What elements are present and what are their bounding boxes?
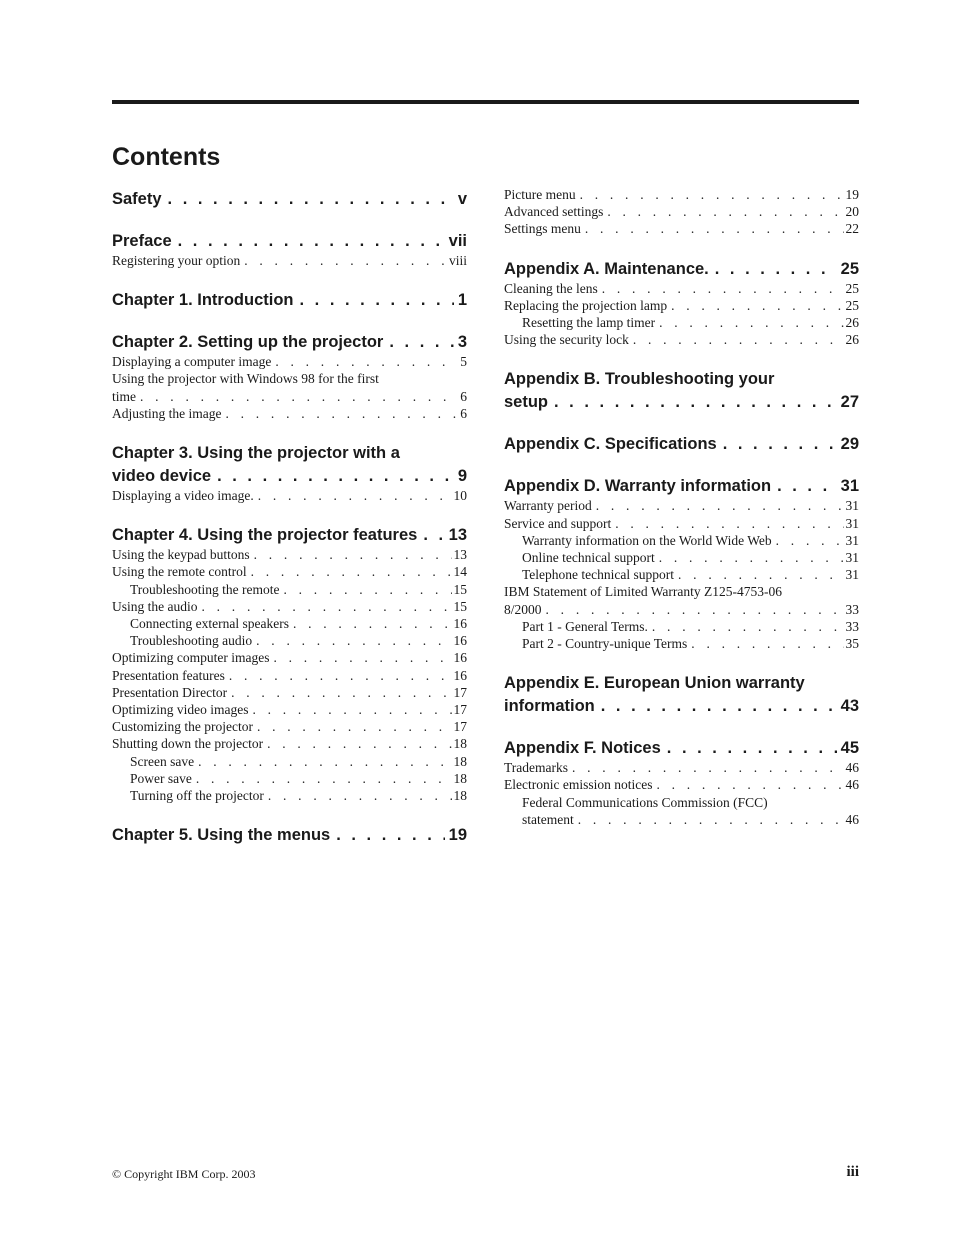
toc-page-number: 29: [840, 435, 859, 454]
toc-page-number: viii: [448, 253, 467, 268]
toc-entry-title: Online technical support: [522, 550, 655, 566]
toc-page-number: 13: [453, 547, 467, 563]
dot-leader: [578, 811, 844, 828]
toc-page-number: 35: [845, 636, 859, 652]
toc-entry-title: time: [112, 388, 136, 404]
toc-page-number: 16: [453, 633, 467, 649]
dot-leader: [252, 701, 451, 718]
toc-entry-title: Appendix D. Warranty information: [504, 477, 772, 496]
toc-entry[interactable]: [504, 566, 859, 583]
toc-page-number: 33: [845, 601, 859, 617]
toc-heading[interactable]: [504, 389, 859, 413]
toc-page-number: 25: [840, 259, 859, 278]
toc-entry-title: Replacing the projection lamp: [504, 297, 668, 313]
toc-page-number: 15: [453, 581, 467, 597]
toc-section: [112, 329, 467, 422]
toc-section: [504, 431, 859, 455]
dot-leader: [202, 598, 452, 615]
toc-page-number: 14: [453, 564, 467, 580]
toc-entry-title: Part 2 - Country-unique Terms: [522, 636, 688, 652]
toc-page-number: 31: [845, 567, 859, 583]
toc-page-number: 31: [845, 498, 859, 514]
toc-section: [112, 522, 467, 804]
dot-leader: [585, 220, 844, 237]
dot-leader: [667, 738, 837, 758]
toc-entry-title: Service and support: [504, 515, 612, 531]
toc-entry-title: setup: [504, 393, 549, 412]
dot-leader: [423, 525, 444, 545]
toc-page-number: 1: [457, 291, 467, 310]
toc-page-number: 17: [453, 702, 467, 718]
toc-entry-title: Optimizing computer images: [112, 650, 270, 666]
dot-leader: [257, 718, 452, 735]
toc-entry-title: Picture menu: [504, 187, 576, 202]
copyright-notice: © Copyright IBM Corp. 2003: [112, 1167, 256, 1181]
toc-heading[interactable]: [112, 463, 467, 487]
dot-leader: [580, 186, 844, 203]
toc-heading-line: Chapter 3. Using the projector with a: [112, 444, 400, 463]
toc-entry[interactable]: [112, 684, 467, 701]
toc-entry[interactable]: [112, 718, 467, 735]
toc-page-number: 45: [840, 739, 859, 758]
toc-entry-line: Using the projector with Windows 98 for the first: [112, 371, 379, 387]
dot-leader: [389, 332, 453, 352]
dot-leader: [258, 487, 452, 504]
toc-entry-title: Using the audio: [112, 598, 198, 614]
dot-leader: [723, 434, 837, 454]
toc-entry-title: Advanced settings: [504, 204, 604, 220]
dot-leader: [607, 203, 843, 220]
toc-entry[interactable]: [112, 353, 467, 370]
toc-entry[interactable]: [504, 314, 859, 331]
toc-section: [504, 473, 859, 652]
dot-leader: [268, 787, 452, 804]
toc-left-column: [112, 186, 467, 864]
toc-entry-title: statement: [522, 811, 574, 827]
dot-leader: [231, 684, 451, 701]
toc-page-number: 5: [460, 354, 467, 370]
toc-entry-title: Troubleshooting audio: [130, 633, 253, 649]
toc-entry[interactable]: [112, 701, 467, 718]
toc-entry-title: Appendix A. Maintenance.: [504, 259, 709, 278]
dot-leader: [244, 252, 447, 269]
toc-entry[interactable]: [504, 297, 859, 314]
toc-section: [112, 228, 467, 269]
dot-leader: [140, 388, 458, 405]
dot-leader: [615, 515, 843, 532]
dot-leader: [554, 392, 837, 412]
toc-entry-title: Presentation features: [112, 667, 225, 683]
toc-entry-line: IBM Statement of Limited Warranty Z125-4753-06: [504, 584, 782, 600]
dot-leader: [256, 632, 451, 649]
toc-page-number: 43: [840, 697, 859, 716]
toc-entry-title: Turning off the projector: [130, 788, 264, 804]
toc-entry[interactable]: [504, 635, 859, 652]
dot-leader: [602, 280, 844, 297]
toc-entry-title: Cleaning the lens: [504, 280, 598, 296]
toc-entry[interactable]: [504, 186, 859, 203]
toc-entry-title: Chapter 2. Setting up the projector: [112, 333, 384, 352]
dot-leader: [691, 635, 843, 652]
toc-entry-title: Troubleshooting the remote: [130, 581, 280, 597]
dot-leader: [251, 563, 452, 580]
toc-entry[interactable]: [112, 787, 467, 804]
toc-entry-title: Registering your option: [112, 253, 241, 268]
toc-page-number: 46: [845, 760, 859, 776]
dot-leader: [659, 549, 844, 566]
dot-leader: [178, 231, 445, 251]
toc-entry[interactable]: [112, 388, 467, 405]
toc-entry[interactable]: [112, 581, 467, 598]
toc-section: [112, 186, 467, 210]
dot-leader: [777, 476, 837, 496]
toc-page-number: 31: [845, 550, 859, 566]
toc-entry[interactable]: [504, 811, 859, 828]
toc-entry[interactable]: [504, 280, 859, 297]
toc-entry[interactable]: [112, 405, 467, 422]
toc-page-number: 22: [845, 221, 859, 237]
dot-leader: [546, 601, 844, 618]
dot-leader: [671, 297, 843, 314]
toc-entry-title: Appendix F. Notices: [504, 739, 661, 758]
toc-page-number: 33: [845, 618, 859, 634]
dot-leader: [284, 581, 452, 598]
dot-leader: [225, 405, 458, 422]
toc-section: [112, 440, 467, 504]
toc-entry[interactable]: [504, 331, 859, 348]
toc-entry-title: Appendix C. Specifications: [504, 435, 717, 454]
toc-entry-line: Federal Communications Commission (FCC): [522, 794, 768, 810]
toc-page-number: 26: [845, 315, 859, 331]
dot-leader: [678, 566, 843, 583]
toc-entry-title: Chapter 5. Using the menus: [112, 826, 331, 845]
toc-section: [112, 287, 467, 311]
toc-entry-title: Warranty period: [504, 498, 592, 514]
toc-entry-title: Connecting external speakers: [130, 616, 289, 632]
toc-entry-title: Customizing the projector: [112, 719, 253, 735]
dot-leader: [776, 532, 844, 549]
dot-leader: [254, 546, 452, 563]
toc-entry-title: Chapter 1. Introduction: [112, 291, 294, 310]
toc-entry[interactable]: [112, 770, 467, 787]
toc-page-number: 17: [453, 684, 467, 700]
toc-page-number: 27: [840, 393, 859, 412]
dot-leader: [601, 696, 837, 716]
toc-section: [504, 256, 859, 349]
toc-heading[interactable]: [112, 186, 467, 210]
toc-page-number: 46: [845, 777, 859, 793]
toc-entry-title: Using the security lock: [504, 332, 629, 348]
toc-entry[interactable]: [112, 632, 467, 649]
dot-leader: [652, 618, 844, 635]
dot-leader: [229, 667, 452, 684]
toc-entry[interactable]: [504, 497, 859, 514]
toc-page-number: 18: [453, 736, 467, 752]
dot-leader: [572, 759, 844, 776]
dot-leader: [293, 615, 452, 632]
toc-entry[interactable]: [504, 220, 859, 237]
toc-page-number: 25: [845, 280, 859, 296]
dot-leader: [715, 259, 837, 279]
toc-page-number: 18: [453, 788, 467, 804]
toc-entry[interactable]: [112, 667, 467, 684]
dot-leader: [217, 466, 454, 486]
toc-heading[interactable]: [112, 329, 467, 353]
toc-page-number: 31: [845, 515, 859, 531]
toc-entry-title: Screen save: [130, 753, 195, 769]
toc-entry[interactable]: [504, 532, 859, 549]
toc-page-number: 31: [845, 532, 859, 548]
toc-entry-title: Using the keypad buttons: [112, 547, 250, 563]
toc-section: [504, 670, 859, 717]
toc-entry-title: Adjusting the image: [112, 405, 222, 421]
toc-page-number: vii: [448, 232, 467, 250]
dot-leader: [168, 189, 454, 209]
toc-page-number: 3: [457, 333, 467, 352]
dot-leader: [198, 753, 451, 770]
toc-entry-title: Resetting the lamp timer: [522, 315, 656, 331]
toc-entry[interactable]: [504, 515, 859, 532]
toc-page-number: 20: [845, 204, 859, 220]
toc-entry-title: information: [504, 697, 595, 716]
dot-leader: [659, 314, 843, 331]
toc-entry-title: Shutting down the projector: [112, 736, 264, 752]
toc-section: [504, 735, 859, 828]
toc-page-number: 15: [453, 598, 467, 614]
toc-page-number: 25: [845, 297, 859, 313]
toc-entry-title: Using the remote control: [112, 564, 247, 580]
toc-entry-title: Telephone technical support: [522, 567, 675, 583]
toc-entry[interactable]: [112, 487, 467, 504]
toc-entry[interactable]: [504, 618, 859, 635]
toc-entry-title: video device: [112, 467, 212, 486]
toc-page-number: 6: [460, 405, 467, 421]
toc-heading[interactable]: [504, 693, 859, 717]
dot-leader: [633, 331, 844, 348]
toc-entry[interactable]: [112, 563, 467, 580]
toc-page-number: 18: [453, 770, 467, 786]
toc-page-number: 13: [448, 526, 467, 545]
toc-page-number: 9: [457, 467, 467, 486]
toc-heading[interactable]: [504, 431, 859, 455]
toc-entry[interactable]: [112, 546, 467, 563]
toc-heading[interactable]: [504, 473, 859, 497]
toc-page-number: 31: [840, 477, 859, 496]
toc-page-number: v: [457, 190, 467, 208]
toc-entry-title: Settings menu: [504, 221, 581, 237]
toc-entry[interactable]: [504, 549, 859, 566]
toc-section: [504, 186, 859, 238]
toc-page-number: 18: [453, 753, 467, 769]
toc-entry[interactable]: [504, 203, 859, 220]
toc-entry-title: Electronic emission notices: [504, 777, 653, 793]
toc-heading-line: Appendix E. European Union warranty: [504, 674, 805, 693]
dot-leader: [336, 825, 444, 845]
toc-entry-title: Part 1 - General Terms.: [522, 618, 648, 634]
top-rule: [112, 100, 859, 104]
toc-page-number: 10: [453, 488, 467, 504]
toc-heading[interactable]: [112, 228, 467, 252]
toc-page-number: 26: [845, 332, 859, 348]
toc-page-number: 16: [453, 667, 467, 683]
toc-entry-title: Displaying a video image.: [112, 488, 254, 504]
toc-entry-title: Presentation Director: [112, 684, 228, 700]
toc-entry-title: Optimizing video images: [112, 702, 249, 718]
toc-page-number: 17: [453, 719, 467, 735]
toc-section: [112, 822, 467, 846]
dot-leader: [273, 649, 451, 666]
toc-entry[interactable]: [504, 759, 859, 776]
toc-page-number: 6: [460, 388, 467, 404]
toc-entry-title: Chapter 4. Using the projector features: [112, 526, 418, 545]
toc-entry-title: Preface: [112, 232, 172, 250]
toc-heading[interactable]: [112, 287, 467, 311]
toc-entry[interactable]: [112, 598, 467, 615]
dot-leader: [596, 497, 844, 514]
dot-leader: [267, 735, 451, 752]
toc-entry-title: Power save: [130, 770, 192, 786]
toc-entry-title: Displaying a computer image: [112, 354, 272, 370]
toc-right-column: [504, 186, 859, 846]
toc-page-number: 16: [453, 616, 467, 632]
toc-page-number: 19: [845, 187, 859, 202]
toc-entry-title: Safety: [112, 190, 162, 208]
toc-page-number: 46: [845, 811, 859, 827]
toc-heading-line: Appendix B. Troubleshooting your: [504, 370, 775, 389]
toc-heading[interactable]: [504, 735, 859, 759]
toc-entry-title: 8/2000: [504, 601, 542, 617]
toc-heading[interactable]: [112, 522, 467, 546]
dot-leader: [275, 353, 458, 370]
toc-page-number: 16: [453, 650, 467, 666]
toc-entry[interactable]: [112, 735, 467, 752]
toc-section: [504, 366, 859, 413]
toc-entry-title: Trademarks: [504, 760, 568, 776]
page-number: iii: [846, 1164, 859, 1180]
toc-page-number: 19: [448, 826, 467, 845]
toc-entry[interactable]: [112, 753, 467, 770]
toc-heading[interactable]: [112, 822, 467, 846]
toc-entry[interactable]: [112, 252, 467, 269]
page-title: Contents: [112, 143, 221, 171]
dot-leader: [196, 770, 452, 787]
dot-leader: [300, 290, 454, 310]
toc-entry-title: Warranty information on the World Wide Web: [522, 532, 772, 548]
toc-heading[interactable]: [504, 256, 859, 280]
toc-entry[interactable]: [504, 601, 859, 618]
toc-entry[interactable]: [504, 776, 859, 793]
dot-leader: [656, 776, 843, 793]
toc-entry[interactable]: [112, 649, 467, 666]
toc-entry[interactable]: [112, 615, 467, 632]
